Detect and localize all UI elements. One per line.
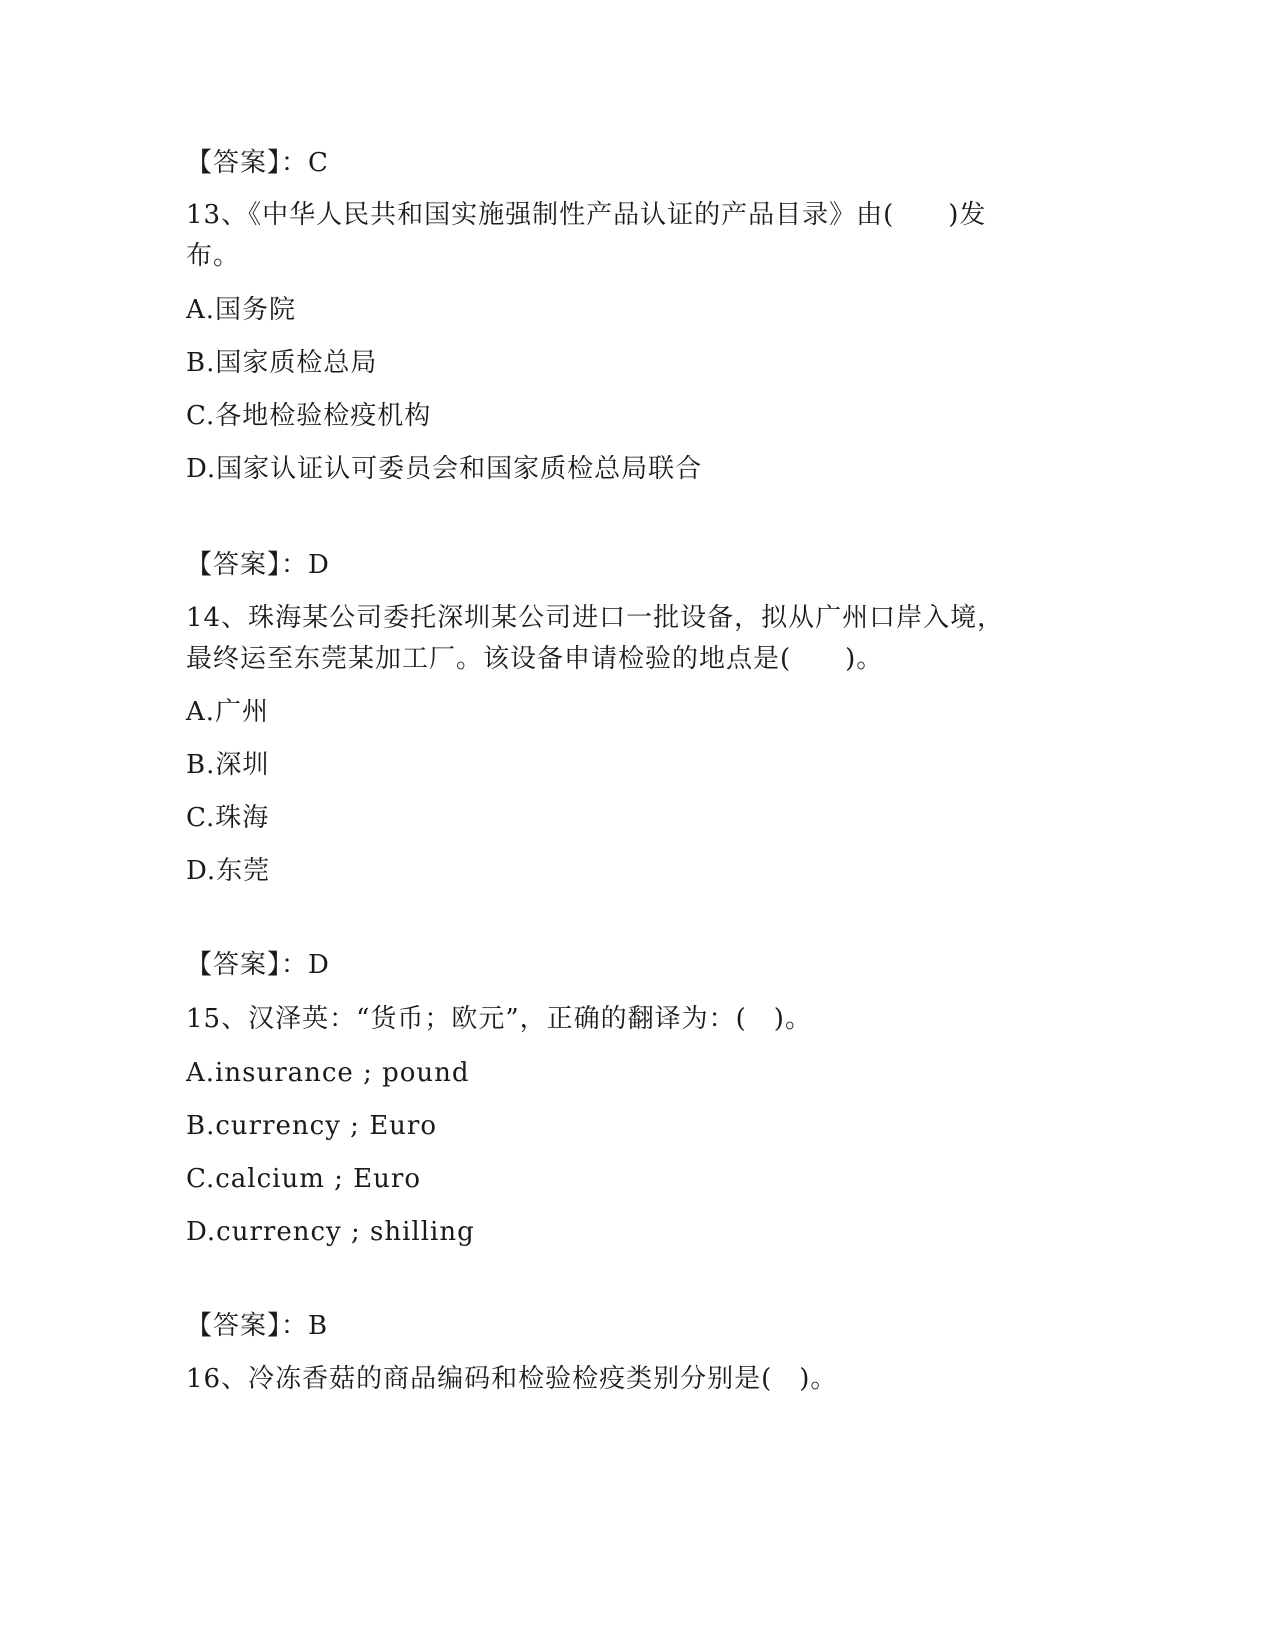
option-a: A.insurance ; pound bbox=[186, 1058, 470, 1088]
option-b: B.国家质检总局 bbox=[186, 348, 378, 378]
question-13-line-2: 布。 bbox=[186, 241, 241, 271]
option-b: B.深圳 bbox=[186, 750, 270, 780]
option-c: C.珠海 bbox=[186, 803, 270, 833]
question-13-line-1: 13、《中华人民共和国实施强制性产品认证的产品目录》由( )发 bbox=[186, 200, 987, 230]
question-16-line-1: 16、冷冻香菇的商品编码和检验检疫类别分别是( )。 bbox=[186, 1364, 838, 1394]
option-d: D.currency ; shilling bbox=[186, 1217, 475, 1247]
option-d: D.国家认证认可委员会和国家质检总局联合 bbox=[186, 454, 703, 484]
option-c: C.各地检验检疫机构 bbox=[186, 401, 432, 431]
option-a: A.广州 bbox=[186, 697, 270, 727]
option-d: D.东莞 bbox=[186, 856, 271, 886]
answer-line: 【答案】：B bbox=[186, 1311, 329, 1341]
option-a: A.国务院 bbox=[186, 295, 297, 325]
answer-line: 【答案】：D bbox=[186, 550, 330, 580]
answer-line: 【答案】：D bbox=[186, 950, 330, 980]
question-15-line-1: 15、汉泽英：“货币；欧元”，正确的翻译为：( )。 bbox=[186, 1004, 812, 1034]
answer-line: 【答案】：C bbox=[186, 148, 329, 178]
option-b: B.currency ; Euro bbox=[186, 1111, 438, 1141]
question-14-line-2: 最终运至东莞某加工厂。该设备申请检验的地点是( )。 bbox=[186, 644, 884, 674]
question-14-line-1: 14、珠海某公司委托深圳某公司进口一批设备，拟从广州口岸入境， bbox=[186, 603, 1005, 633]
option-c: C.calcium ; Euro bbox=[186, 1164, 421, 1194]
